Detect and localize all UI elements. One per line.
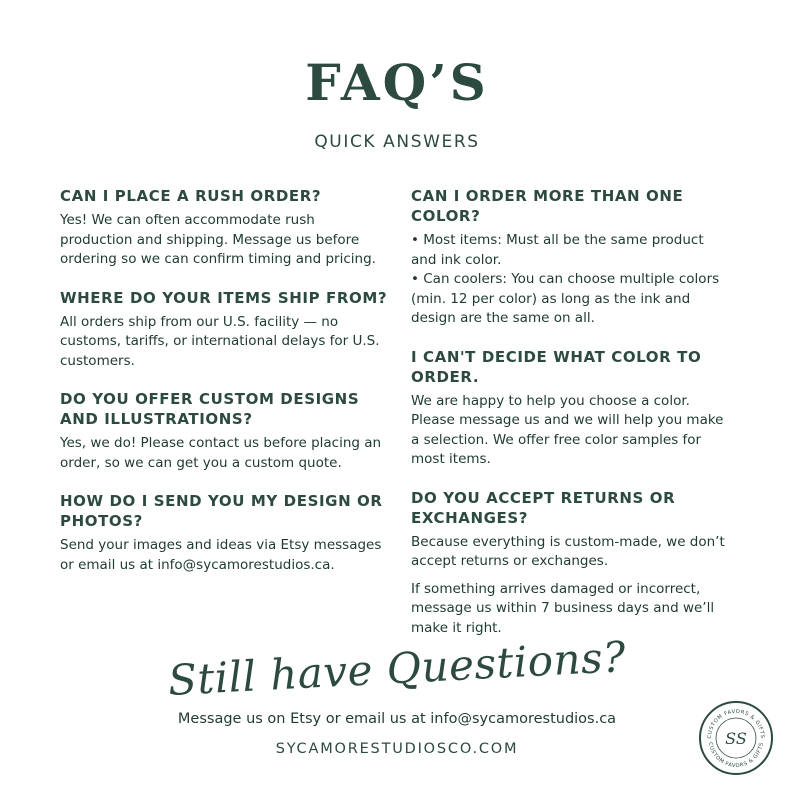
page-subtitle: QUICK ANSWERS — [314, 132, 480, 152]
faq-item — [411, 488, 731, 639]
faq-item — [411, 186, 731, 329]
faq-question: CAN I PLACE A RUSH ORDER? — [60, 187, 322, 205]
faq-answer: Send your images and ideas via Etsy messages or email us at info@sycamorestudios.ca. — [60, 537, 382, 573]
faq-question: I CAN'T DECIDE WHAT COLOR TO ORDER. — [411, 347, 702, 386]
faq-question: WHERE DO YOUR ITEMS SHIP FROM? — [60, 288, 388, 307]
faq-answer: If something arrives damaged or incorrect, message us within 7 business days and we’ll make it right. — [411, 580, 715, 636]
faq-answer: Yes, we do! Please contact us before placing an order, so we can get you a custom quote. — [60, 435, 382, 471]
faq-answer: • Most items: Must all be the same product and ink color. • Can coolers: You can choose multiple colors (min. 12 per color) as long as the ink and design are the same on all. — [411, 232, 720, 326]
logo-seal-icon — [698, 700, 774, 776]
faq-item — [60, 186, 388, 270]
faq-answer: Yes! We can often accommodate rush production and shipping. Message us before ordering so we can confirm timing and pricing. — [60, 212, 376, 267]
faq-answer: Because everything is custom-made, we don’t accept returns or exchanges. — [411, 533, 725, 569]
contact-line: Message us on Etsy or email us at info@sycamorestudios.ca — [177, 711, 617, 727]
seal-top-text: CUSTOM FAVORS & GIFTS — [706, 708, 766, 739]
script-heading: Still have Questions? — [166, 632, 628, 705]
faq-item — [60, 389, 388, 473]
faq-question: HOW DO I SEND YOU MY DESIGN OR PHOTOS? — [60, 492, 383, 530]
seal-bottom-text: CUSTOM FAVORS & GIFTS — [707, 741, 765, 770]
seal-monogram: SS — [725, 729, 747, 748]
faq-question: DO YOU OFFER CUSTOM DESIGNS AND ILLUSTRATIONS? — [60, 390, 360, 428]
faq-item — [60, 288, 388, 372]
page-title: FAQ’S — [305, 53, 489, 112]
faq-item — [411, 347, 731, 470]
faq-column-right — [411, 186, 731, 656]
faq-item — [60, 491, 388, 575]
faq-answer: We are happy to help you choose a color. Please message us and we will help you make a selection. We offer free color samples for most items. — [411, 392, 724, 467]
faq-question: DO YOU ACCEPT RETURNS OR EXCHANGES? — [411, 488, 676, 527]
faq-answer: All orders ship from our U.S. facility — no customs, tariffs, or international delays for U.S. customers. — [60, 313, 380, 369]
website-link[interactable]: SYCAMORESTUDIOSCO.COM — [275, 741, 519, 757]
faq-question: CAN I ORDER MORE THAN ONE COLOR? — [411, 187, 684, 225]
faq-column-left — [60, 186, 388, 593]
